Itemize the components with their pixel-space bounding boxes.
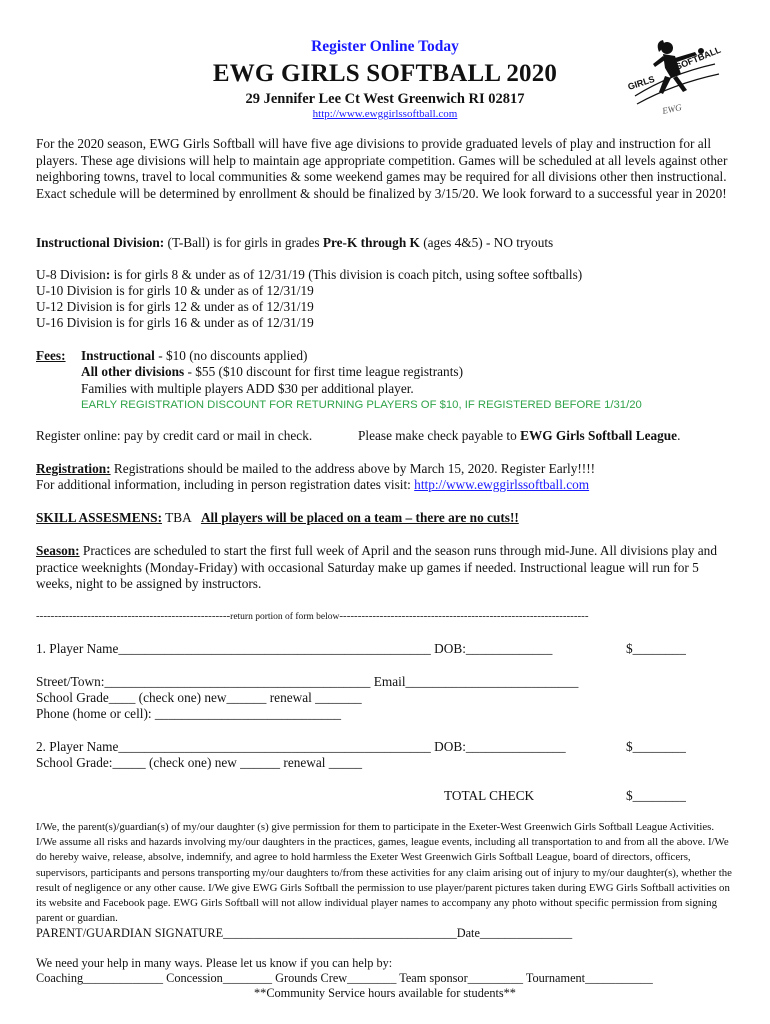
logo-text-ewg: EWG	[661, 102, 683, 116]
waiver-paragraph: I/We, the parent(s)/guardian(s) of my/our daughter (s) give permission for them to participate in the Exeter-West Greenwich Girls Softball League Activities. I/We assume all risks and hazards involving my/our daughters in the practices, games, league events, including all transportation to and from all the above. I/We do hereby waive, release, absolve, indemnify, and agree to hold harmless the Exeter West Greenwich Girls Softball League, board of directors, officers, supervisors, participants and persons transporting my/our daughters to/from these activities for any claim arising out of injury to my/our daughter(s), whether the result of negligence or any other cause. I/We give EWG Girls Softball the permission to use player/parent pictures taken during EWG Girls Softball activities on its website and Facebook page. EWG Girls Softball will not allow individual player names to accompany any photo without specific permission from signing parent or guardian.	[36, 821, 732, 925]
instructional-grades: Pre-K through K	[322, 235, 420, 250]
address: 29 Jennifer Lee Ct West Greenwich RI 02817	[245, 91, 525, 107]
skill-tba: TBA	[162, 510, 201, 525]
fees-label: Fees:	[36, 348, 66, 363]
street-email-field[interactable]: Street/Town:________________________________________ Email__________________________	[36, 674, 579, 689]
help-intro: We need your help in many ways. Please let us know if you can help by:	[36, 956, 393, 970]
division-text: is for girls 16 & under as of 12/31/19	[112, 315, 314, 330]
season-paragraph	[36, 543, 736, 593]
division-u16	[36, 315, 314, 332]
payment-check-end: .	[677, 428, 681, 443]
return-portion-divider	[36, 608, 588, 626]
instructional-label: Instructional Division:	[36, 235, 165, 250]
phone-field[interactable]: Phone (home or cell): ____________________________	[36, 706, 342, 721]
page-title: EWG GIRLS SOFTBALL 2020	[212, 60, 558, 87]
community-service-note: **Community Service hours available for students**	[254, 986, 516, 1000]
season-text: Practices are scheduled to start the first full week of April and the season runs through mid-June. All divisions play and practice weeknights (Monday-Friday) with occasional Saturday make up games if needed. Instructional league will run for 5 weeks, night to be assigned by instructors.	[36, 543, 717, 591]
instructional-text: (T-Ball) is for girls in grades	[164, 235, 323, 250]
registration-text: Registrations should be mailed to the address above by March 15, 2020. Register Early!!!!	[110, 461, 596, 476]
registration-info-link[interactable]: http://www.ewggirlssoftball.com	[414, 477, 590, 492]
volunteer-options-field[interactable]: Coaching_____________ Concession________ Grounds Crew________ Team sponsor_________ Tournament___________	[36, 971, 653, 985]
skill-note: All players will be placed on a team – there are no cuts!!	[200, 510, 519, 525]
division-label: U-8 Division	[36, 267, 106, 282]
division-label: U-16 Division	[36, 315, 113, 330]
fee-instructional-label: Instructional	[81, 348, 155, 363]
division-u12	[36, 299, 314, 316]
fee-instructional	[81, 348, 307, 365]
payment-check	[358, 428, 680, 445]
payment-online: Register online: pay by credit card or mail in check.	[36, 428, 313, 443]
division-text: is for girls 12 & under as of 12/31/19	[112, 299, 314, 314]
intro-paragraph: For the 2020 season, EWG Girls Softball will have five age divisions to provide graduated levels of play and instruction for all players. These age divisions will help to maintain age appropriate competition. Games will be scheduled at all levels against other neighboring towns, travel to local communities & some weekend games may be required for all divisions other then instructional. Exact schedule will be determined by enrollment & should be finalized by 3/15/20. We look forward to a successful year in 2020!	[36, 136, 728, 201]
division-text: is for girls 8 & under as of 12/31/19 (This division is coach pitch, using softee softballs)	[110, 267, 583, 282]
division-text: is for girls 10 & under as of 12/31/19	[112, 283, 314, 298]
fee-family: Families with multiple players ADD $30 per additional player.	[81, 381, 414, 396]
early-registration-notice: EARLY REGISTRATION DISCOUNT FOR RETURNING PLAYERS OF $10, IF REGISTERED BEFORE 1/31/20	[81, 399, 642, 411]
total-check-label: TOTAL CHECK	[444, 788, 535, 803]
signature-date-field[interactable]: PARENT/GUARDIAN SIGNATURE______________________________________Date_______________	[36, 926, 573, 940]
payment-check-text: Please make check payable to	[358, 428, 521, 443]
season-label: Season:	[36, 543, 80, 558]
instructional-division	[36, 235, 553, 252]
divider-dashes-left: -----------------------------------------------------	[36, 610, 231, 622]
fee-instructional-text: - $10 (no discounts applied)	[154, 348, 308, 363]
registration-label: Registration:	[36, 461, 111, 476]
school-grade-field-1[interactable]: School Grade____ (check one) new______ renewal _______	[36, 690, 362, 705]
skill-assessments	[36, 510, 519, 527]
divider-label: return portion of form below	[230, 612, 340, 622]
player2-name-dob-field[interactable]: 2. Player Name_______________________________________________ DOB:_______________	[36, 739, 566, 754]
divider-dashes-right: --------------------------------------------------------------------	[339, 610, 589, 622]
player2-amount-field[interactable]: $________	[626, 739, 686, 754]
fee-other	[81, 364, 463, 381]
division-u10	[36, 283, 314, 300]
payment-check-payee: EWG Girls Softball League	[520, 428, 678, 443]
logo-text-girls: GIRLS	[626, 73, 656, 92]
player1-name-dob-field[interactable]: 1. Player Name_______________________________________________ DOB:_____________	[36, 641, 553, 656]
fee-other-label: All other divisions	[81, 364, 185, 379]
total-check-amount-field[interactable]: $________	[626, 788, 686, 803]
division-u8	[36, 267, 582, 284]
school-grade-field-2[interactable]: School Grade:_____ (check one) new ______ renewal _____	[36, 755, 363, 770]
skill-label: SKILL ASSESMENS:	[36, 510, 163, 525]
division-label: U-12 Division	[36, 299, 113, 314]
registration-info-text: For additional information, including in person registration dates visit:	[36, 477, 415, 492]
division-colon: :	[105, 267, 111, 282]
player1-amount-field[interactable]: $________	[626, 641, 686, 656]
fee-other-text: - $55 ($10 discount for first time league registrants)	[184, 364, 463, 379]
division-label: U-10 Division	[36, 283, 113, 298]
website-link[interactable]: http://www.ewggirlssoftball.com	[312, 108, 458, 120]
registration-info	[36, 477, 589, 494]
register-online-heading: Register Online Today	[311, 38, 459, 55]
registration	[36, 461, 595, 478]
instructional-tryouts: (ages 4&5) - NO tryouts	[419, 235, 554, 250]
logo-text-softball: SOFTBALL	[674, 44, 723, 72]
